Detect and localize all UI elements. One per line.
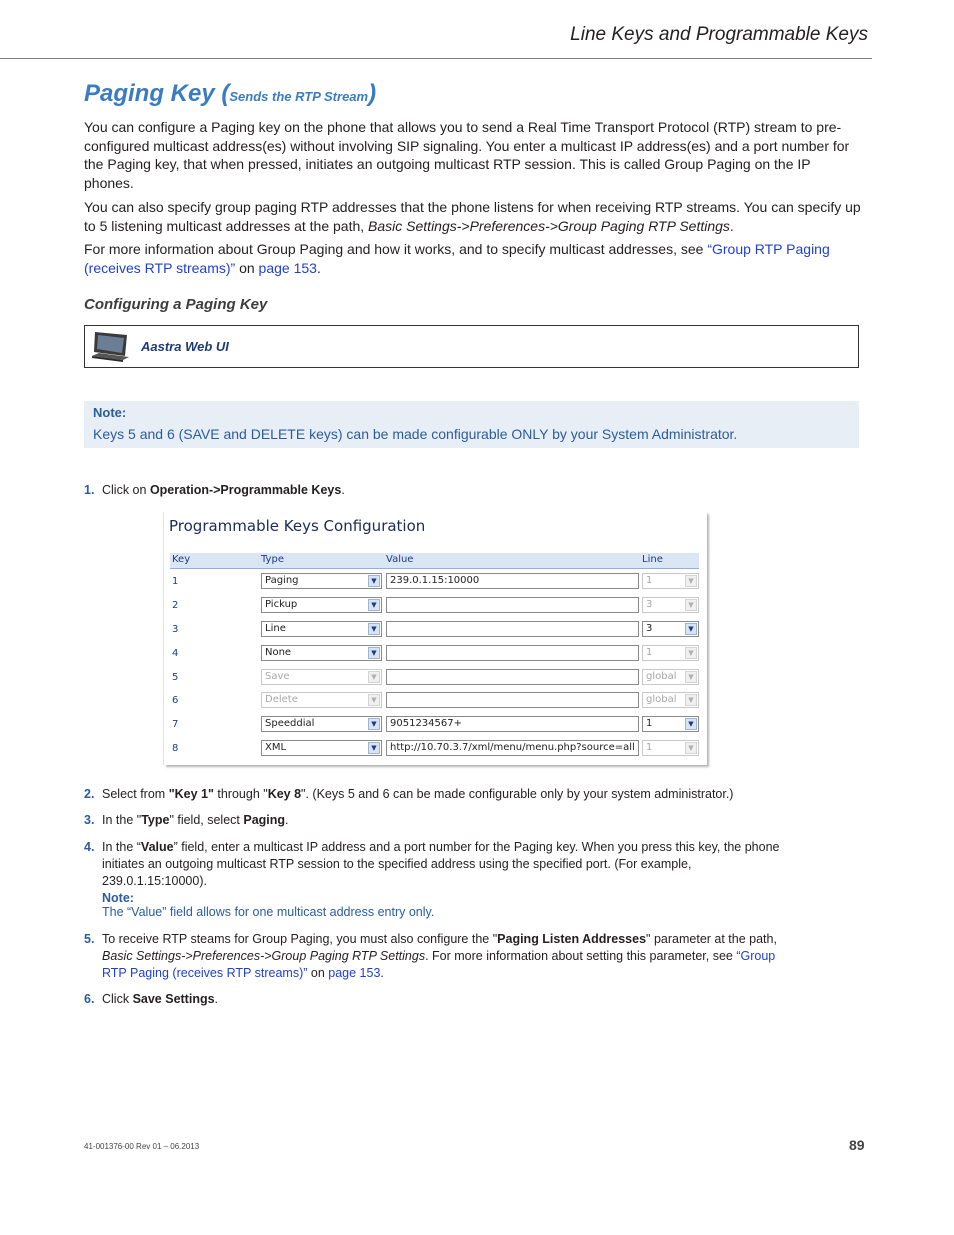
p3-text: For more information about Group Paging and how it works, and to specify multicast addresses, see xyxy=(84,241,708,257)
line-value: 1 xyxy=(646,742,653,753)
type-select[interactable] xyxy=(261,645,382,661)
value-input[interactable] xyxy=(386,740,639,756)
chevron-down-icon: ▼ xyxy=(685,575,697,587)
note-body: Keys 5 and 6 (SAVE and DELETE keys) can be made configurable ONLY by your System Administrator. xyxy=(93,426,738,442)
type-select[interactable] xyxy=(261,669,382,685)
step-6 xyxy=(84,991,784,1008)
step-number: 2. xyxy=(84,787,95,801)
value-input[interactable] xyxy=(386,621,639,637)
heading-main: Paging Key xyxy=(84,80,215,107)
running-header-title: Line Keys and Programmable Keys xyxy=(570,24,868,45)
intro-paragraph-2 xyxy=(84,198,864,235)
step-text: ” field, enter a multicast IP address and a port number for the Paging key. When you press this key, the phone initiates an outgoing multicast RTP session to the specified address using the specified port. (For example, 239.0.1.15:10000). xyxy=(102,840,780,888)
step-menu-path: Operation->Programmable Keys xyxy=(149,483,342,497)
intro-paragraph-3 xyxy=(84,240,864,277)
type-select[interactable] xyxy=(261,692,382,708)
line-select[interactable] xyxy=(642,573,699,589)
col-value: Value xyxy=(386,554,414,565)
step-bold: Type xyxy=(141,813,170,827)
chevron-down-icon: ▼ xyxy=(368,671,380,683)
p2-text: You can also specify group paging RTP addresses that the phone listens for when receiving RTP streams. You can specify up to 5 listening multicast addresses at the path, xyxy=(84,199,861,234)
screenshot-title: Programmable Keys Configuration xyxy=(169,517,426,535)
step-1 xyxy=(84,482,784,499)
value-text: 239.0.1.15:10000 xyxy=(390,575,480,586)
chevron-down-icon: ▼ xyxy=(685,694,697,706)
chevron-down-icon: ▼ xyxy=(368,647,380,659)
type-value: Save xyxy=(265,671,290,682)
value-input[interactable] xyxy=(386,573,639,589)
line-select[interactable] xyxy=(642,597,699,613)
step-number: 6. xyxy=(84,992,95,1006)
step-bold: Paging xyxy=(243,813,286,827)
p3-on: on xyxy=(235,259,259,276)
step-text: . xyxy=(214,992,219,1006)
step-5 xyxy=(84,931,784,982)
type-value: Speeddial xyxy=(265,718,315,729)
page-153-link[interactable]: page 153 xyxy=(258,259,317,276)
line-value: 3 xyxy=(646,623,653,634)
chevron-down-icon: ▼ xyxy=(368,718,380,730)
value-text: 9051234567+ xyxy=(390,718,463,729)
header-rule xyxy=(0,58,872,59)
heading-close-paren: ) xyxy=(368,80,377,107)
step-number: 1. xyxy=(84,483,95,497)
type-value: XML xyxy=(265,742,287,753)
key-number: 8 xyxy=(172,743,179,754)
line-value: 1 xyxy=(646,647,653,658)
line-select[interactable] xyxy=(642,645,699,661)
page-number: 89 xyxy=(849,1137,865,1153)
step-text: on xyxy=(307,966,329,980)
line-select[interactable] xyxy=(642,621,699,637)
chevron-down-icon: ▼ xyxy=(368,623,380,635)
step-4 xyxy=(84,839,784,921)
key-number: 1 xyxy=(172,576,179,587)
step-bold: Paging Listen Addresses xyxy=(497,932,647,946)
line-select[interactable] xyxy=(642,692,699,708)
web-ui-box xyxy=(84,325,859,368)
step-text: In the " xyxy=(102,813,142,827)
computer-icon xyxy=(89,330,131,364)
table-row xyxy=(170,692,699,712)
chevron-down-icon: ▼ xyxy=(685,599,697,611)
type-value: Delete xyxy=(265,694,298,705)
step-text: ". (Keys 5 and 6 can be made configurable only by your system administrator.) xyxy=(301,787,734,801)
value-input[interactable] xyxy=(386,597,639,613)
type-value: Line xyxy=(265,623,286,634)
step-note-title: Note: xyxy=(102,891,134,905)
step-text: . For more information about setting this parameter, see xyxy=(425,949,737,963)
step-3 xyxy=(84,812,784,829)
key-number: 6 xyxy=(172,695,179,706)
programmable-keys-screenshot xyxy=(164,512,707,765)
line-value: global xyxy=(646,694,677,705)
type-select[interactable] xyxy=(261,621,382,637)
step-bold: Save Settings xyxy=(132,992,215,1006)
chevron-down-icon: ▼ xyxy=(368,742,380,754)
step-text: Select from xyxy=(102,787,169,801)
key-number: 4 xyxy=(172,648,179,659)
value-input[interactable] xyxy=(386,716,639,732)
chevron-down-icon: ▼ xyxy=(685,742,697,754)
table-row xyxy=(170,740,699,760)
web-ui-label: Aastra Web UI xyxy=(141,339,229,354)
table-row xyxy=(170,597,699,617)
heading-subtitle: Sends the RTP Stream xyxy=(229,89,369,104)
step-text: " field, select xyxy=(169,813,244,827)
step-text: Click xyxy=(102,992,133,1006)
value-input[interactable] xyxy=(386,669,639,685)
line-value: 1 xyxy=(646,718,653,729)
subheading-configuring: Configuring a Paging Key xyxy=(84,296,268,313)
p2-end: . xyxy=(729,217,734,234)
key-number: 3 xyxy=(172,624,179,635)
chevron-down-icon: ▼ xyxy=(368,575,380,587)
col-line: Line xyxy=(642,554,663,565)
value-input[interactable] xyxy=(386,645,639,661)
line-select[interactable] xyxy=(642,669,699,685)
step-number: 4. xyxy=(84,840,95,854)
value-text: http://10.70.3.7/xml/menu/menu.php?source=all xyxy=(390,742,635,753)
type-select[interactable] xyxy=(261,740,382,756)
step-text-end: . xyxy=(341,483,345,497)
chevron-down-icon: ▼ xyxy=(685,671,697,683)
step-bold: Value xyxy=(140,840,174,854)
page-heading xyxy=(84,80,376,108)
step-bold: "Key 1" xyxy=(168,787,214,801)
step-text: To receive RTP steams for Group Paging, you must also configure the " xyxy=(102,932,498,946)
p2-path: Basic Settings->Preferences->Group Paging RTP Settings xyxy=(368,217,730,234)
col-key: Key xyxy=(172,554,191,565)
line-select[interactable] xyxy=(642,716,699,732)
table-row xyxy=(170,621,699,641)
line-value: 3 xyxy=(646,599,653,610)
line-select[interactable] xyxy=(642,740,699,756)
type-value: Paging xyxy=(265,575,299,586)
p3-end: . xyxy=(316,259,321,276)
note-box xyxy=(84,401,859,448)
note-title: Note: xyxy=(93,405,127,420)
chevron-down-icon: ▼ xyxy=(685,623,697,635)
line-value: global xyxy=(646,671,677,682)
intro-paragraph-1: You can configure a Paging key on the phone that allows you to send a Real Time Transport Protocol (RTP) stream to pre-configured multicast address(es) without involving SIP signaling. You enter a multicast IP address(es) and a port number for the Paging key, that when pressed, initiates an outgoing multicast RTP session. This is called Group Paging on the IP phones. xyxy=(84,119,850,191)
type-value: None xyxy=(265,647,292,658)
step-text: " parameter at the path, xyxy=(646,932,777,946)
chevron-down-icon: ▼ xyxy=(685,647,697,659)
chevron-down-icon: ▼ xyxy=(685,718,697,730)
chevron-down-icon: ▼ xyxy=(368,599,380,611)
step-text: Click on xyxy=(102,483,150,497)
step-bold: Key 8 xyxy=(267,787,302,801)
step-number: 3. xyxy=(84,813,95,827)
chevron-down-icon: ▼ xyxy=(368,694,380,706)
step-text: through " xyxy=(213,787,268,801)
group-rtp-paging-link[interactable]: “Group RTP Paging (receives RTP streams)” xyxy=(102,949,776,980)
type-select[interactable] xyxy=(261,597,382,613)
page-153-link[interactable]: page 153 xyxy=(328,966,381,980)
key-number: 5 xyxy=(172,672,179,683)
step-note-body: The “Value” field allows for one multicast address entry only. xyxy=(102,905,435,919)
key-number: 2 xyxy=(172,600,179,611)
type-select[interactable] xyxy=(261,573,382,589)
step-2 xyxy=(84,786,784,803)
step-text: . xyxy=(380,966,384,980)
type-value: Pickup xyxy=(265,599,298,610)
value-input[interactable] xyxy=(386,692,639,708)
group-rtp-paging-link[interactable]: “Group RTP Paging (receives RTP streams)” xyxy=(84,241,830,276)
footer-doc-id: 41-001376-00 Rev 01 – 06.2013 xyxy=(84,1142,200,1151)
key-number: 7 xyxy=(172,719,179,730)
table-row xyxy=(170,716,699,736)
table-row xyxy=(170,669,699,689)
type-select[interactable] xyxy=(261,716,382,732)
step-text: . xyxy=(285,813,289,827)
table-row xyxy=(170,573,699,593)
heading-open-paren: ( xyxy=(221,80,230,107)
step-path: Basic Settings->Preferences->Group Paging RTP Settings xyxy=(102,949,426,963)
step-text: In the “ xyxy=(102,840,141,854)
col-type: Type xyxy=(261,554,284,565)
line-value: 1 xyxy=(646,575,653,586)
table-header xyxy=(170,553,699,569)
step-number: 5. xyxy=(84,932,95,946)
table-row xyxy=(170,645,699,665)
